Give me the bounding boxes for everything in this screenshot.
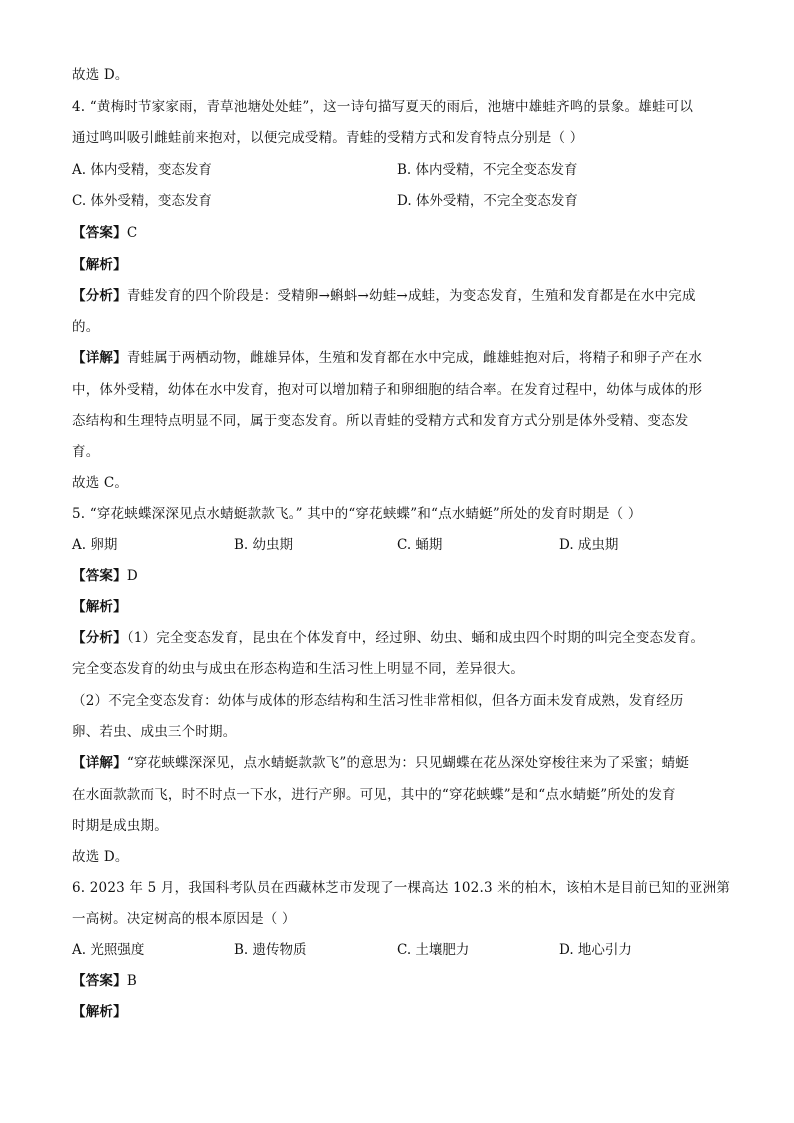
q5-xiangjie-line3: 时期是成虫期。 xyxy=(72,818,168,834)
q4-xiangjie-line4: 育。 xyxy=(72,444,100,460)
q4-answer-row xyxy=(72,224,137,242)
q6-stem-line2: 一高树。决定树高的根本原因是（ ） xyxy=(72,911,296,927)
q5-xiangjie-label: 【详解】 xyxy=(72,755,127,771)
q5-option-d: D. 成虫期 xyxy=(559,537,619,553)
q5-xiangjie-text: “穿花蛱蝶深深见，点水蜻蜓款款飞”的意思为：只见蝴蝶在花丛深处穿梭往来为了采蜜；蜻蜓 xyxy=(126,755,690,771)
q6-option-d: D. 地心引力 xyxy=(559,942,632,958)
q5-answer: D xyxy=(126,568,138,584)
q4-stem-line1: 4. “黄梅时节家家雨，青草池塘处处蛙”，这一诗句描写夏天的雨后，池塘中雄蛙齐鸣的景象。雄蛙可以 xyxy=(72,99,694,115)
q6-answer-label: 【答案】 xyxy=(72,973,127,989)
q4-option-d: D. 体外受精，不完全变态发育 xyxy=(397,193,578,209)
q5-fenxi-line3: （2）不完全变态发育：幼体与成体的形态结构和生活习性非常相似，但各方面未发育成熟，发育经历 xyxy=(72,693,684,709)
q4-xiangjie-line3: 态结构和生理特点明显不同，属于变态发育。所以青蛙的受精方式和发育方式分别是体外受精、变态发 xyxy=(72,413,689,429)
q4-option-a: A. 体内受精，变态发育 xyxy=(72,162,212,178)
q6-option-b: B. 遗传物质 xyxy=(234,942,307,958)
q4-fenxi-line2: 的。 xyxy=(72,319,100,335)
q4-answer: C xyxy=(126,225,138,241)
q5-fenxi-text: （1）完全变态发育，昆虫在个体发育中，经过卵、幼虫、蛹和成虫四个时期的叫完全变态发育。 xyxy=(126,630,705,646)
q5-xiangjie-row xyxy=(72,754,689,772)
q6-analysis-label: 【解析】 xyxy=(72,1004,127,1020)
q5-option-c: C. 蛹期 xyxy=(397,537,443,553)
q6-option-a: A. 光照强度 xyxy=(72,942,145,958)
q4-stem-line2: 通过鸣叫吸引雌蛙前来抱对，以便完成受精。青蛙的受精方式和发育特点分别是（ ） xyxy=(72,130,584,146)
q4-xiangjie-text: 青蛙属于两栖动物，雌雄异体，生殖和发育都在水中完成，雌雄蛙抱对后，将精子和卵子产在水 xyxy=(126,350,703,366)
q4-fenxi-row xyxy=(72,287,696,305)
q5-conclusion: 故选 D。 xyxy=(72,849,129,865)
q5-stem: 5. “穿花蛱蝶深深见点水蜻蜓款款飞。” 其中的“穿花蛱蝶”和“点水蜻蜓”所处的发育时期是（ ） xyxy=(72,506,642,522)
q5-answer-label: 【答案】 xyxy=(72,568,127,584)
q6-answer-row xyxy=(72,972,137,990)
q5-analysis-label: 【解析】 xyxy=(72,599,127,615)
q6-answer: B xyxy=(126,973,137,989)
q4-option-b: B. 体内受精，不完全变态发育 xyxy=(397,162,578,178)
q5-option-a: A. 卵期 xyxy=(72,537,118,553)
q4-xiangjie-label: 【详解】 xyxy=(72,350,127,366)
q5-xiangjie-line2: 在水面款款而飞，时不时点一下水，进行产卵。可见，其中的“穿花蛱蝶”是和“点水蜻蜓”所处的发育 xyxy=(72,787,676,803)
q4-fenxi-text: 青蛙发育的四个阶段是：受精卵→蝌蚪→幼蛙→成蛙，为变态发育，生殖和发育都是在水中完成 xyxy=(126,288,696,304)
q4-xiangjie-row xyxy=(72,349,702,367)
q4-option-c: C. 体外受精，变态发育 xyxy=(72,193,212,209)
q4-analysis-label: 【解析】 xyxy=(72,257,127,273)
q5-fenxi-line4: 卵、若虫、成虫三个时期。 xyxy=(72,724,237,740)
q5-fenxi-line2: 完全变态发育的幼虫与成虫在形态构造和生活习性上明显不同，差异很大。 xyxy=(72,661,525,677)
q5-answer-row xyxy=(72,567,138,585)
q5-option-b: B. 幼虫期 xyxy=(234,537,294,553)
q6-option-c: C. 土壤肥力 xyxy=(397,942,470,958)
q4-xiangjie-line2: 中，体外受精，幼体在水中发育，抱对可以增加精子和卵细胞的结合率。在发育过程中，幼体与成体的形 xyxy=(72,382,703,398)
q6-stem-line1: 6. 2023 年 5 月，我国科考队员在西藏林芝市发现了一棵高达 102.3 米的柏木，该柏木是目前已知的亚洲第 xyxy=(72,880,731,896)
q4-conclusion: 故选 C。 xyxy=(72,475,129,491)
q4-fenxi-label: 【分析】 xyxy=(72,288,127,304)
q5-fenxi-row xyxy=(72,629,704,647)
q4-answer-label: 【答案】 xyxy=(72,225,127,241)
q5-fenxi-label: 【分析】 xyxy=(72,630,127,646)
q3-conclusion: 故选 D。 xyxy=(72,67,129,83)
